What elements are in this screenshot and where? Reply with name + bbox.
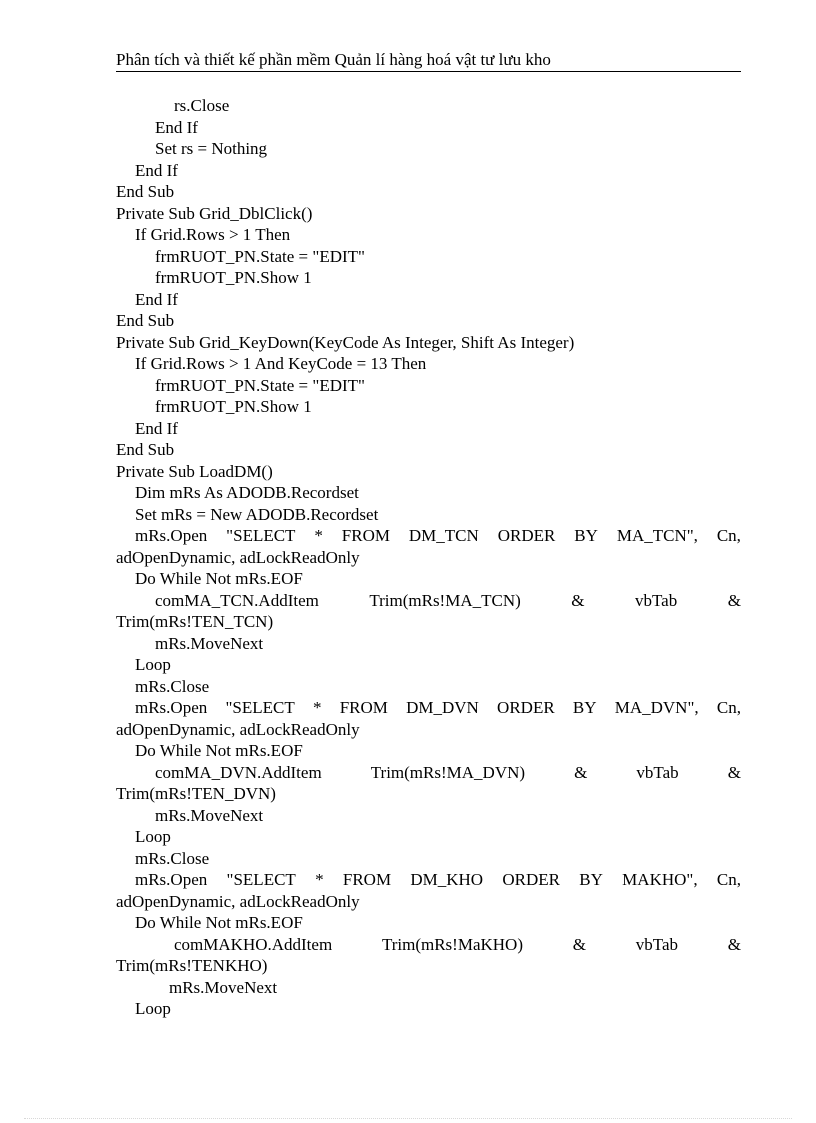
code-token: DM_KHO (410, 870, 484, 889)
code-token: * (314, 526, 323, 545)
code-line: Loop (135, 999, 171, 1018)
code-token: & (727, 762, 741, 782)
code-token: Trim(mRs!MaKHO) (381, 934, 523, 954)
code-line: Set rs = Nothing (155, 139, 268, 158)
code-token: mRs.Open (135, 698, 208, 717)
code-line: Loop (135, 827, 171, 846)
code-token: MA_DVN", (614, 698, 699, 717)
code-line: adOpenDynamic, adLockReadOnly (116, 719, 360, 739)
code-line-justified (116, 525, 741, 547)
page-bottom-divider (24, 1118, 792, 1119)
code-line: Private Sub Grid_DblClick() (116, 203, 313, 223)
code-line: End If (135, 289, 178, 309)
code-token: vbTab (636, 762, 679, 782)
page-header (116, 49, 741, 72)
code-line-justified (116, 934, 741, 956)
code-line: Dim mRs As ADODB.Recordset (135, 483, 359, 502)
code-line: If Grid.Rows > 1 Then (135, 225, 291, 244)
code-token: MA_TCN", (616, 526, 698, 545)
code-line: Trim(mRs!TENKHO) (116, 956, 268, 975)
code-line: mRs.Close (135, 676, 210, 696)
code-token: BY (579, 870, 603, 889)
code-line: End If (135, 160, 178, 180)
code-token: & (727, 590, 741, 610)
code-token: "SELECT (226, 526, 296, 545)
code-token: mRs.Open (135, 526, 208, 545)
code-token: * (315, 870, 324, 889)
code-token: vbTab (635, 934, 678, 954)
code-line: End Sub (116, 440, 175, 459)
code-token: "SELECT (225, 698, 295, 717)
code-listing (116, 95, 741, 1020)
code-line: frmRUOT_PN.State = "EDIT" (155, 375, 365, 395)
code-line: Private Sub LoadDM() (116, 461, 273, 481)
code-line: frmRUOT_PN.Show 1 (155, 397, 312, 416)
code-token: Trim(mRs!MA_TCN) (369, 590, 521, 610)
code-line: If Grid.Rows > 1 And KeyCode = 13 Then (135, 354, 427, 373)
code-token: Cn, (716, 526, 741, 545)
code-token: vbTab (634, 590, 678, 610)
code-line-justified (116, 869, 741, 891)
code-line: adOpenDynamic, adLockReadOnly (116, 547, 360, 567)
code-line: mRs.MoveNext (155, 805, 264, 825)
code-token: BY (572, 698, 597, 717)
code-line: Trim(mRs!TEN_TCN) (116, 612, 274, 631)
code-token: MAKHO", (622, 870, 698, 889)
code-line: rs.Close (174, 96, 230, 115)
code-line: adOpenDynamic, adLockReadOnly (116, 891, 360, 911)
code-line: Trim(mRs!TEN_DVN) (116, 784, 276, 803)
code-token: comMAKHO.AddItem (174, 934, 333, 954)
code-line: Do While Not mRs.EOF (135, 741, 303, 760)
code-token: ORDER (497, 698, 555, 717)
code-line: mRs.MoveNext (169, 977, 278, 997)
code-token: DM_DVN (406, 698, 479, 717)
code-token: Cn, (716, 698, 741, 717)
code-line: frmRUOT_PN.State = "EDIT" (155, 246, 365, 266)
code-token: FROM (341, 526, 390, 545)
code-token: comMA_TCN.AddItem (155, 590, 319, 610)
code-token: FROM (339, 698, 388, 717)
code-token: BY (574, 526, 598, 545)
code-line: frmRUOT_PN.Show 1 (155, 268, 312, 287)
code-line: End If (135, 418, 178, 438)
code-token: comMA_DVN.AddItem (155, 762, 322, 782)
code-token: Trim(mRs!MA_DVN) (370, 762, 526, 782)
code-token: & (571, 590, 585, 610)
code-token: * (312, 698, 322, 717)
code-line: End Sub (116, 182, 175, 201)
code-line: Do While Not mRs.EOF (135, 569, 303, 588)
code-line-justified (116, 697, 741, 719)
code-line: Do While Not mRs.EOF (135, 913, 303, 932)
code-line: End Sub (116, 311, 175, 330)
code-token: FROM (342, 870, 392, 889)
code-token: DM_TCN (408, 526, 479, 545)
code-line: Private Sub Grid_KeyDown(KeyCode As Integer, Shift As Integer) (116, 332, 575, 352)
code-token: ORDER (502, 870, 560, 889)
code-line: Set mRs = New ADODB.Recordset (135, 504, 379, 524)
code-token: & (574, 762, 588, 782)
code-token: ORDER (497, 526, 556, 545)
code-line: Loop (135, 655, 171, 674)
code-token: & (572, 934, 586, 954)
code-token: mRs.Open (135, 870, 208, 889)
code-token: & (727, 934, 741, 954)
code-line-justified (116, 590, 741, 612)
code-line: End If (155, 117, 198, 137)
code-line-justified (116, 762, 741, 784)
code-token: Cn, (716, 870, 741, 889)
code-token: "SELECT (226, 870, 296, 889)
header-title: Phân tích và thiết kế phần mềm Quản lí hàng hoá vật tư lưu kho (116, 50, 551, 69)
code-line: mRs.Close (135, 848, 210, 868)
code-line: mRs.MoveNext (155, 633, 264, 653)
